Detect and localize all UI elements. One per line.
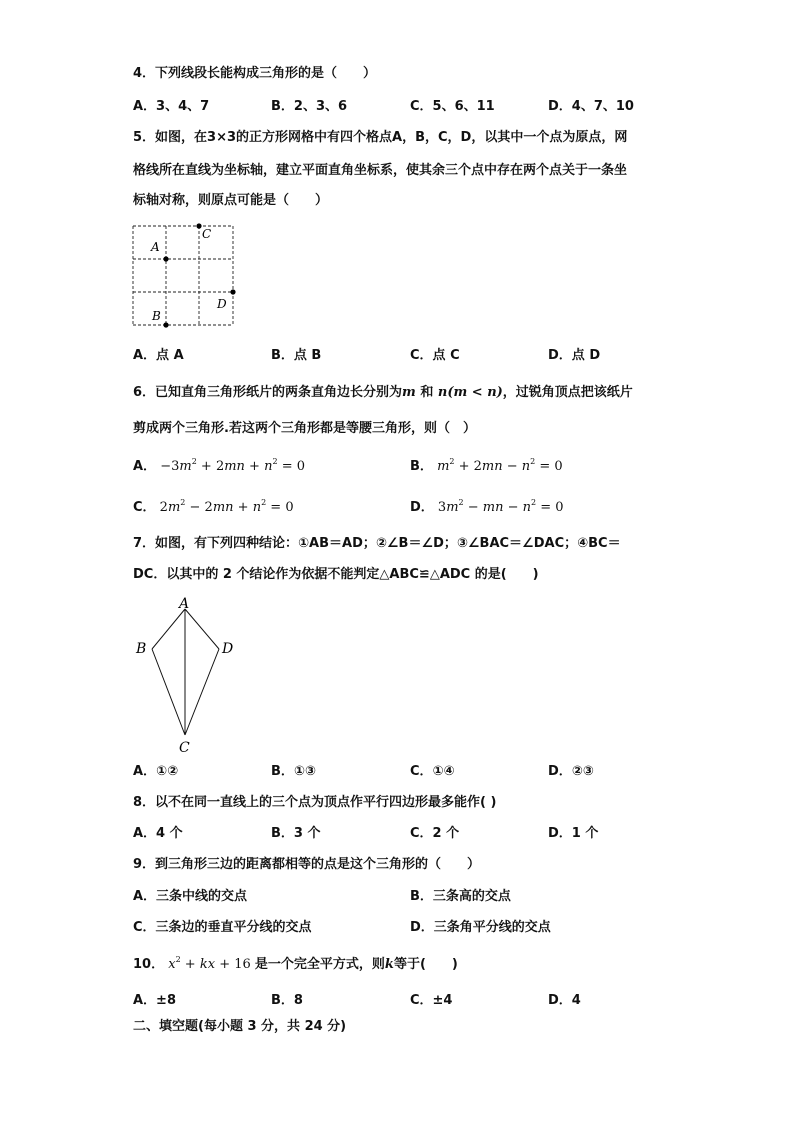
q5-option-c: C．点 C	[410, 348, 460, 363]
q9-option-b: B．三条高的交点	[410, 889, 511, 904]
q8-option-a: A．4 个	[133, 826, 183, 841]
q6-option-c	[133, 500, 294, 516]
q7-option-b: B．①③	[271, 764, 316, 779]
q6-text-b: ，过锐角顶点把该纸片	[502, 385, 633, 400]
q8-stem: 8．以不在同一直线上的三个点为顶点作平行四边形最多能作( )	[133, 795, 497, 810]
q5-option-b: B．点 B	[271, 348, 322, 363]
point-d	[230, 289, 235, 294]
q5-grid-figure	[128, 220, 240, 332]
q6-var-n-condition: n(m < n)	[437, 385, 503, 400]
q7-stem-line1: 7．如图，有下列四种结论：①AB＝AD；②∠B＝∠D；③∠BAC＝∠DAC；④BC＝	[133, 536, 621, 551]
kite-label-a: A	[179, 596, 190, 612]
q10-expression: $x^2$ + kx + 16	[168, 955, 255, 972]
q6-text-and: 和	[420, 385, 434, 400]
q6-option-c-letter: C．	[133, 500, 156, 515]
q10-number: 10．	[133, 957, 165, 972]
q4-option-c: C．5、6、11	[410, 99, 495, 114]
q5-option-a: A．点 A	[133, 348, 184, 363]
q8-option-c: C．2 个	[410, 826, 460, 841]
q4-option-a: A．3、4、7	[133, 99, 210, 114]
q10-text-end: 等于( )	[393, 957, 458, 972]
q9-option-d: D．三条角平分线的交点	[410, 920, 551, 935]
q6-option-b-letter: B．	[410, 459, 433, 474]
q4-stem: 4．下列线段长能构成三角形的是（ ）	[133, 66, 377, 81]
q6-text-a: 6．已知直角三角形纸片的两条直角边长分别为	[133, 385, 403, 400]
q6-stem-line2: 剪成两个三角形.若这两个三角形都是等腰三角形，则（ ）	[133, 421, 476, 436]
q6-var-m: m	[402, 385, 416, 400]
q10-option-c: C．±4	[410, 993, 453, 1008]
q6-stem-line1	[133, 385, 633, 401]
q4-option-b: B．2、3、6	[271, 99, 348, 114]
q9-option-a: A．三条中线的交点	[133, 889, 248, 904]
q5-stem-line1: 5．如图，在3×3的正方形网格中有四个格点A，B，C，D，以其中一个点为原点，网	[133, 130, 628, 145]
q10-text: 是一个完全平方式，则	[254, 957, 385, 972]
q10-var-k: k	[384, 957, 394, 972]
grid-label-c: C	[202, 227, 212, 241]
q6-option-a-letter: A．	[133, 459, 157, 474]
grid-label-d: D	[217, 297, 227, 311]
q8-option-b: B．3 个	[271, 826, 321, 841]
q7-option-c: C．①④	[410, 764, 455, 779]
q4-option-d: D．4、7、10	[548, 99, 634, 114]
q7-option-d: D．②③	[548, 764, 594, 779]
q6-option-d-expr: $3m^2$ − mn − $n^2 = 0$	[433, 498, 564, 515]
q7-stem-line2: DC．以其中的 2 个结论作为依据不能判定△ABC≌△ADC 的是( )	[133, 567, 539, 582]
q5-option-d: D．点 D	[548, 348, 601, 363]
section-two-heading: 二、填空题(每小题 3 分，共 24 分)	[133, 1019, 347, 1034]
kite-label-d: D	[222, 641, 234, 657]
q6-option-d	[410, 500, 564, 516]
q6-option-a-expr: $-3m^2 + 2mn + n^2 = 0$	[156, 457, 305, 474]
q6-option-b	[410, 459, 563, 475]
q5-stem-line3: 标轴对称，则原点可能是（ ）	[133, 193, 329, 208]
point-b	[163, 322, 168, 327]
q5-stem-line2: 格线所在直线为坐标轴，建立平面直角坐标系，使其余三个点中存在两个点关于一条坐	[133, 163, 628, 178]
q9-stem: 9．到三角形三边的距离都相等的点是这个三角形的（ ）	[133, 857, 481, 872]
q7-kite-figure	[128, 592, 248, 758]
q7-option-a: A．①②	[133, 764, 179, 779]
q10-stem	[133, 957, 458, 973]
q10-option-a: A．±8	[133, 993, 176, 1008]
kite-label-b: B	[136, 641, 147, 657]
q8-option-d: D．1 个	[548, 826, 599, 841]
kite-label-c: C	[179, 740, 190, 756]
q10-option-d: D．4	[548, 993, 581, 1008]
grid-label-b: B	[152, 309, 161, 323]
point-a	[163, 256, 168, 261]
q6-option-a	[133, 459, 305, 475]
grid-label-a: A	[151, 240, 160, 254]
point-c	[196, 223, 201, 228]
q6-option-c-expr: $2m^2 - 2mn + n^2 = 0$	[155, 498, 294, 515]
q6-option-b-expr: $m^2 + 2mn - n^2 = 0$	[437, 457, 563, 474]
q9-option-c: C．三条边的垂直平分线的交点	[133, 920, 312, 935]
q6-option-d-letter: D．	[410, 500, 434, 515]
q10-option-b: B．8	[271, 993, 303, 1008]
